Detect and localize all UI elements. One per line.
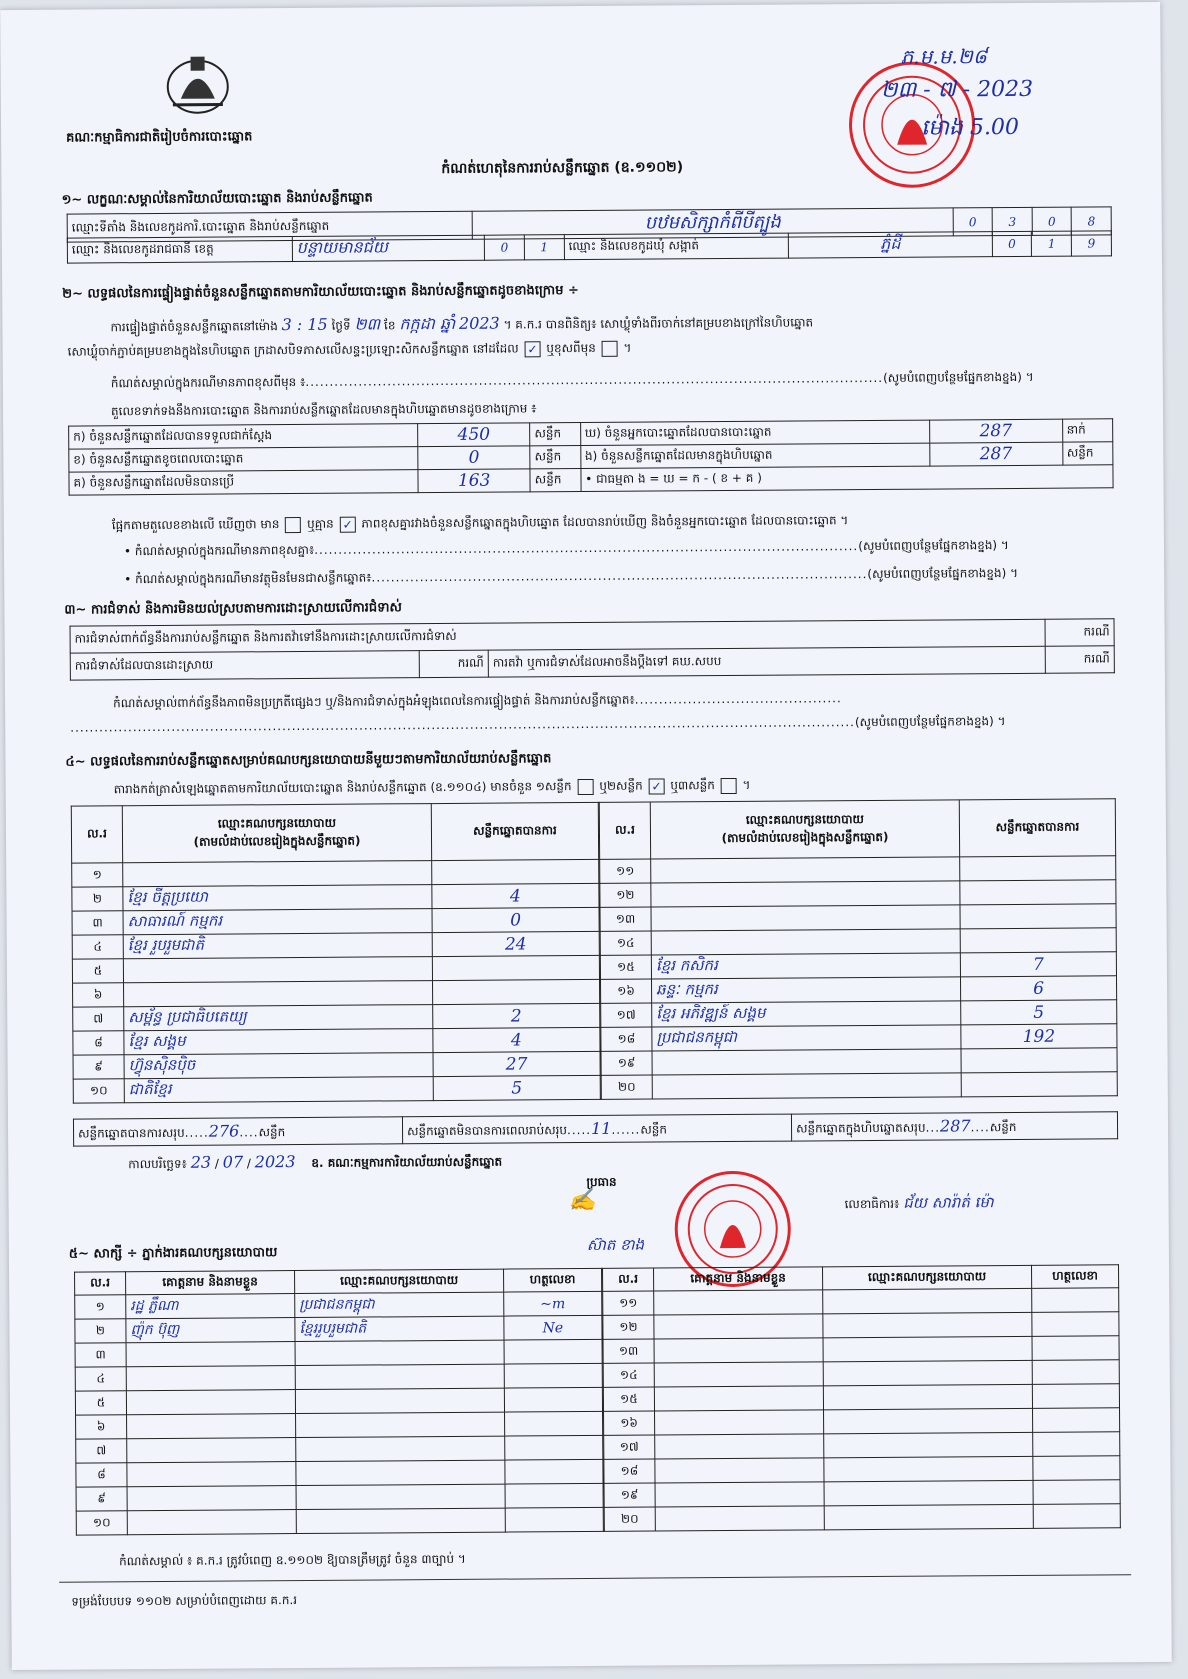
result-row (73, 1051, 600, 1079)
witness-row-number: ១៥ (603, 1387, 654, 1411)
result-party-name (651, 881, 960, 907)
s2-paragraph5: ផ្អែកតាមតួលេខខាងលើ ឃើញថា មាន ឬគ្មាន ✓ ភាពខុសគ្នារវាងចំនួនសន្លឹកឆ្នោតក្នុងហិបឆ្នោត ដែលបានរាប់ឃើញ និងចំនួនអ្នកបោះឆ្នោត ដែលបានបោះឆ្នោត ។ (111, 513, 849, 533)
results-tables (71, 798, 1116, 1099)
resolved-objections-label: ការជំទាស់ដែលបានដោះស្រាយ (70, 651, 419, 680)
section2-title: ២~ លទ្ធផលនៃការផ្ទៀងផ្ទាត់ចំនួនសន្លឹកឆ្នោតតាមការិយាល័យបោះឆ្នោត និងរាប់សន្លឹកឆ្នោតដូចខាងក្រោម ÷ (62, 283, 579, 302)
result-row (73, 1027, 600, 1055)
result-votes: 0 (432, 907, 599, 932)
witness-row-number: ១ (75, 1295, 126, 1319)
date-month: 07 (222, 1152, 244, 1172)
result-party-name (651, 905, 960, 931)
witness-party (296, 1412, 505, 1437)
s4-intro: តារាងកត់ត្រាសំឡេងឆ្នោតតាមការិយាល័យបោះឆ្នោត និងរាប់សន្លឹកឆ្នោត (ឧ.១១០៤) មានចំនួន ១សន្លឹក ឬ២សន្លឹក ✓ ឬ៣សន្លឹក ។ (113, 777, 751, 797)
result-party-name (651, 857, 960, 883)
result-votes (432, 859, 599, 884)
witness-party (824, 1408, 1033, 1433)
result-row-number: ១២ (600, 883, 651, 907)
result-row (72, 931, 599, 959)
witness-row-number: ១២ (603, 1315, 654, 1339)
secretary-signature: ជ័យ សារ៉ាត់ ម៉ោ (903, 1193, 994, 1212)
witness-row-number: ៦ (76, 1415, 127, 1439)
result-row-number: ១០ (73, 1079, 124, 1103)
witness-row-number: ១៧ (604, 1435, 655, 1459)
result-row-number: ១៩ (601, 1051, 652, 1075)
witness-name (654, 1362, 823, 1387)
ballots-received-value: 450 (418, 423, 530, 447)
s2-note-line: កំណត់សម្គាល់ក្នុងករណីមានភាពខុសពីមុន ៖........................................................................................................................(សូមបំពេញបន្ថែមផ្នែកខាងខ្នង) ។ (110, 369, 1034, 391)
result-votes (960, 880, 1116, 905)
result-party-name (124, 981, 433, 1007)
result-row-number: ៤ (72, 935, 123, 959)
witness-signature (504, 1339, 602, 1364)
witness-row-number: ៨ (76, 1463, 127, 1487)
witness-row-number: ១៣ (603, 1339, 654, 1363)
result-row (601, 1000, 1117, 1028)
witness-row (76, 1435, 603, 1463)
result-row-number: ១៤ (600, 931, 651, 955)
result-votes: 24 (432, 931, 599, 956)
ballots-spoiled-value: 0 (418, 446, 530, 470)
witness-row-number: ១៦ (604, 1411, 655, 1435)
section4-title: ៤~ លទ្ធផលនៃការរាប់សន្លឹកឆ្នោតសម្រាប់គណបក្សនយោបាយនីមួយៗតាមការិយាល័យរាប់សន្លឹកឆ្នោត (65, 751, 552, 770)
appeal-objections-label: ការតវ៉ា ឬការជំទាស់ដែលអាចនឹងប្ដឹងទៅ គឃ.សបប (488, 646, 1045, 677)
witness-row-number: ១១ (603, 1291, 654, 1315)
chair-name: ស៊ាត ខាង (586, 1235, 645, 1255)
result-row-number: ១៦ (601, 979, 652, 1003)
objections-table: ការជំទាស់ពាក់ព័ន្ធនឹងការរាប់សន្លឹកឆ្នោត និងការតវ៉ាទៅនឹងការដោះស្រាយលើការជំទាស់ ករណី ការជំទាស់ដែលបានដោះស្រាយ ករណី ការតវ៉ា ឬការជំទាស់ដែលអាចនឹងប្ដឹងទៅ គឃ.សបប ករណី (70, 618, 1115, 680)
ballots-in-box-value: 287 (929, 442, 1062, 466)
witness-row (603, 1384, 1119, 1412)
witness-row-number: ១៩ (604, 1483, 655, 1507)
voters-voted-value: 287 (929, 419, 1062, 443)
result-votes: 6 (960, 976, 1116, 1001)
result-votes: 5 (961, 1000, 1117, 1025)
result-row-number: ១៧ (601, 1003, 652, 1027)
witness-row (604, 1456, 1120, 1484)
witness-party (824, 1504, 1033, 1529)
witness-row (603, 1360, 1119, 1388)
s1-code-digit: 3 (992, 207, 1032, 235)
result-row-number: ១៨ (601, 1027, 652, 1051)
witness-name (127, 1438, 296, 1463)
result-votes (960, 904, 1116, 929)
ballot-row: គ) ចំនួនសន្លឹកឆ្នោតដែលមិនបានប្រើ 163 សន្លឹក • ជាធម្មតា ង = ឃ = ក - ( ខ + គ ) (69, 465, 1113, 495)
result-row (600, 904, 1116, 932)
witness-signature (505, 1507, 603, 1532)
national-emblem-icon (160, 48, 235, 121)
witness-row (75, 1315, 602, 1343)
witness-name: ញ៉ុក ប៊ុញ (126, 1318, 295, 1343)
result-party-name (651, 929, 960, 955)
no-difference-checkbox[interactable]: ✓ (340, 516, 356, 532)
s1-row2-value2: ភ្នំដី (789, 232, 992, 258)
witness-name (654, 1386, 823, 1411)
total-invalid-value: 11 (591, 1118, 612, 1138)
result-party-name: ខ្មែរ កសិករ (651, 953, 960, 979)
witness-signature (1033, 1504, 1120, 1529)
has-difference-checkbox[interactable] (285, 516, 301, 532)
witness-signature (1033, 1408, 1120, 1433)
result-votes: 7 (960, 952, 1116, 977)
witness-row (603, 1336, 1119, 1364)
witness-row-number: ៥ (75, 1391, 126, 1415)
witness-row (76, 1411, 603, 1439)
witness-row (75, 1363, 602, 1391)
result-row (601, 1048, 1117, 1076)
s1-commune-digit: 0 (992, 231, 1032, 256)
result-row (601, 1072, 1117, 1100)
witness-row-number: ៧ (76, 1439, 127, 1463)
witness-party (824, 1432, 1033, 1457)
result-party-name: ខ្មែរ ចីត្តប្រយោ (123, 885, 432, 911)
result-party-name: ជាតិខ្មែរ (124, 1077, 433, 1103)
witness-row-number: ២០ (604, 1507, 655, 1531)
witness-name (655, 1506, 824, 1531)
result-votes (433, 979, 600, 1004)
witness-row (76, 1459, 603, 1487)
witness-party (823, 1312, 1032, 1337)
result-row (600, 952, 1116, 980)
witness-signature (504, 1387, 602, 1412)
witness-party (295, 1364, 504, 1389)
witness-signature (1033, 1432, 1120, 1457)
witness-party (296, 1460, 505, 1485)
witness-row-number: ១០ (76, 1511, 127, 1535)
witness-row (75, 1387, 602, 1415)
witness-signature: ~m (504, 1291, 602, 1316)
witness-signature (505, 1459, 603, 1484)
witness-name (654, 1314, 823, 1339)
result-votes: 2 (433, 1003, 600, 1028)
objections-row1-label: ការជំទាស់ពាក់ព័ន្ធនឹងការរាប់សន្លឹកឆ្នោត និងការតវ៉ាទៅនឹងការដោះស្រាយលើការជំទាស់ (70, 619, 1045, 653)
witness-party (296, 1484, 505, 1509)
result-party-name (652, 1073, 961, 1099)
footer-form: ទម្រង់បែបបទ ១១០២ សម្រាប់បំពេញដោយ គ.ក.រ (71, 1593, 298, 1609)
witness-row (75, 1291, 602, 1319)
ballot-count-form (0, 2, 1172, 1670)
result-row-number: ៨ (73, 1031, 124, 1055)
result-votes: 27 (433, 1051, 600, 1076)
one-sheet-checkbox[interactable] (577, 778, 593, 794)
witness-signature (1032, 1360, 1119, 1385)
witness-name (655, 1410, 824, 1435)
witness-row (603, 1288, 1119, 1316)
witness-row-number: ១៨ (604, 1459, 655, 1483)
chair-signature: ✍ (568, 1187, 597, 1214)
section3-title: ៣~ ការជំទាស់ និងការមិនយល់ស្របតាមការដោះស្រាយលើការជំទាស់ (64, 600, 402, 618)
witness-party (823, 1288, 1032, 1313)
result-row-number: ៣ (72, 911, 123, 935)
section1-title: ១~ លក្ខណៈសម្គាល់នៃការិយាល័យបោះឆ្នោត និងរាប់សន្លឹកឆ្នោត (61, 190, 373, 208)
result-votes: 5 (433, 1075, 600, 1100)
section5-title: ៥~ សាក្សី ÷ ភ្នាក់ងារគណបក្សនយោបាយ (68, 1245, 278, 1262)
result-row (601, 1024, 1117, 1052)
witness-name (127, 1414, 296, 1439)
result-row (600, 856, 1116, 884)
result-party-name: សម្ព័ន្ធ ប្រជាធិបតេយ្យ (124, 1005, 433, 1031)
result-votes: 4 (433, 1027, 600, 1052)
result-row (72, 883, 599, 911)
count-month: កក្កដា ឆ្នាំ (399, 313, 456, 334)
result-row (601, 976, 1117, 1004)
result-party-name: សាធារណ៍ កម្មករ (123, 909, 432, 935)
result-row-number: ២០ (601, 1075, 652, 1099)
footer-note: កំណត់សម្គាល់ ៖ គ.ក.រ ត្រូវបំពេញ ឧ.១១០២ ឱ្យបានត្រឹមត្រូវ ចំនួន ៣ច្បាប់ ។ (119, 1551, 466, 1569)
s1-row2-label: ឈ្មោះ និងលេខកូដរាជធានី ខេត្ត (67, 237, 292, 264)
witness-name (126, 1342, 295, 1367)
witness-signature (504, 1363, 602, 1388)
s2-bullet2: • កំណត់សម្គាល់ក្នុងករណីមានវត្ថុមិនមែនជាសន្លឹកឆ្នោត៖.......................................................................................................(សូមបំពេញបន្ថែមផ្នែកខាងខ្នង) ។ (124, 565, 1019, 587)
witness-row-number: ៣ (75, 1343, 126, 1367)
different-checkbox[interactable] (602, 340, 618, 356)
ballot-row: ក) ចំនួនសន្លឹកឆ្នោតដែលបានទទួលជាក់ស្តែង 450 សន្លឹក ឃ) ចំនួនអ្នកបោះឆ្នោតដែលបានបោះឆ្នោត 287 នាក់ (69, 419, 1113, 449)
three-sheet-checkbox[interactable] (721, 777, 737, 793)
witness-name (654, 1290, 823, 1315)
s1-code-digit: 0 (953, 208, 993, 236)
result-row-number: ១៣ (600, 907, 651, 931)
s1-commune-digit: 1 (1032, 231, 1072, 256)
result-row (73, 979, 600, 1007)
result-party-name: ខ្មែរ សង្គម (124, 1029, 433, 1055)
result-row-number: ២ (72, 887, 123, 911)
witness-party (296, 1436, 505, 1461)
result-party-name: ឆន្ទៈ កម្មករ (652, 977, 961, 1003)
ballot-row: ខ) ចំនួនសន្លឹកឆ្នោតខូចពេលបោះឆ្នោត 0 សន្លឹក ង) ចំនួនសន្លឹកឆ្នោតដែលមានក្នុងហិបឆ្នោត 287 សន្លឹក (69, 442, 1113, 472)
s1-code-digit: 0 (1032, 207, 1072, 235)
stamp-handwriting-1: ភ.ម.ម.២៨ (900, 44, 988, 69)
witness-row-number: ១៤ (603, 1363, 654, 1387)
result-row (73, 1003, 600, 1031)
s1-row2-label2: ឈ្មោះ និងលេខកូដឃុំ សង្កាត់ (564, 233, 789, 260)
witness-party: ខ្មែររួបរួមជាតិ (295, 1316, 504, 1341)
result-votes: 4 (432, 883, 599, 908)
result-party-name: ខ្មែរ រួបរួមជាតិ (123, 933, 432, 959)
witness-row (76, 1483, 603, 1511)
witness-table-left: ល.រ គោត្តនាម និងនាមខ្លួន ឈ្មោះគណបក្សនយោបាយ ហត្ថលេខា ១ រដ្ឋ ភ្លឹណា ប្រជាជនកម្ពុជា ~m ២ ញ៉ុក ប៊ុញ ខ្មែររួបរួមជាតិ Ne ៣ ៤ ៥ ៦ ៧ ៨ ៩ ១០ (74, 1268, 604, 1536)
witness-signature (1032, 1384, 1119, 1409)
result-row (73, 1075, 600, 1103)
ballot-figures-table (68, 418, 1113, 495)
results-table-left: ល.រ ឈ្មោះគណបក្សនយោបាយ (តាមលំដាប់លេខរៀងក្នុងសន្លឹកឆ្នោត) សន្លឹកឆ្នោតបានការ ១ ២ ខ្មែរ ចីត្តប្រយោ 4 ៣ សាធារណ៍ កម្មករ 0 ៤ ខ្មែរ រួបរួមជាតិ 24 ៥ ៦ ៧ សម្ព័ន្ធ ប្រជាធិបតេយ្យ 2 ៨ ខ្មែរ សង្គម 4 ៩ ហ៊្វុនស៊ិនប៉ិច 27 ១០ ជាតិខ្មែរ 5 (71, 802, 601, 1104)
witness-party (823, 1384, 1032, 1409)
result-row (600, 880, 1116, 908)
witness-name (127, 1486, 296, 1511)
result-votes (961, 1048, 1117, 1073)
result-party-name: ប្រជាជនកម្ពុជា (652, 1025, 961, 1051)
witness-name (655, 1458, 824, 1483)
result-row-number: ៥ (72, 959, 123, 983)
results-table-right: ល.រ ឈ្មោះគណបក្សនយោបាយ (តាមលំដាប់លេខរៀងក្នុងសន្លឹកឆ្នោត) សន្លឹកឆ្នោតបានការ ១១ ១២ ១៣ ១៤ ១៥ ខ្មែរ កសិករ 7 ១៦ ឆន្ទៈ កម្មករ 6 ១៧ ខ្មែរ អភិវឌ្ឍន៍ សង្គម 5 ១៨ ប្រជាជនកម្ពុជា 192 ១៩ ២០ (599, 798, 1118, 1100)
witness-name (655, 1434, 824, 1459)
s1-row1-value: បឋមសិក្សាកំពីបីត្បូង (473, 208, 953, 239)
result-row-number: ១ (72, 863, 123, 887)
result-row (72, 907, 599, 935)
witness-name (126, 1366, 295, 1391)
same-checkbox[interactable]: ✓ (524, 341, 540, 357)
date-year: 2023 (254, 1152, 296, 1172)
witness-party (296, 1508, 505, 1533)
result-party-name: ហ៊្វុនស៊ិនប៉ិច (124, 1053, 433, 1079)
stamp-handwriting-3: ម៉ោង 5.00 (920, 114, 1020, 141)
chair-label: ប្រធាន (586, 1174, 617, 1190)
witness-row (604, 1504, 1120, 1532)
result-party-name (652, 1049, 961, 1075)
witness-signature: Ne (504, 1315, 602, 1340)
witness-signature (505, 1483, 603, 1508)
result-row (72, 859, 599, 887)
total-in-box-value: 287 (939, 1115, 971, 1136)
total-valid-value: 276 (208, 1120, 240, 1141)
result-party-name (123, 957, 432, 983)
result-votes: 192 (961, 1024, 1117, 1049)
witness-party (295, 1388, 504, 1413)
result-votes (961, 1072, 1117, 1097)
s2-paragraph1: ការផ្ទៀងផ្ទាត់ចំនួនសន្លឹកឆ្នោតនៅម៉ោង 3 : 15 ថ្ងៃទី ២៣ ខែ កក្កដា ឆ្នាំ 2023 ។ គ.ក.រ បានពិនិត្យ៖ សោឃ្លុំទាំងពីរចាក់នៅគម្របខាងក្រៅនៃហិបឆ្នោត (110, 313, 814, 335)
witness-signature (1032, 1288, 1119, 1313)
witness-row (75, 1339, 602, 1367)
s1-code-digit: 8 (1071, 207, 1111, 235)
result-row (72, 955, 599, 983)
witness-tables (74, 1264, 1119, 1529)
witness-party (295, 1340, 504, 1365)
ballots-unused-value: 163 (418, 469, 530, 493)
stamp-handwriting-2: ២៣ - ៧ - 2023 (880, 76, 1034, 103)
witness-name: រដ្ឋ ភ្លឹណា (126, 1294, 295, 1319)
witness-signature (1032, 1336, 1119, 1361)
form-title: កំណត់ហេតុនៃការរាប់សន្លឹកឆ្នោត (ឧ.១១០២) (441, 159, 684, 177)
witness-signature (505, 1411, 603, 1436)
two-sheet-checkbox[interactable]: ✓ (648, 778, 664, 794)
result-party-name: ខ្មែរ អភិវឌ្ឍន៍ សង្គម (652, 1001, 961, 1027)
witness-party (823, 1336, 1032, 1361)
result-row-number: ១៥ (600, 955, 651, 979)
result-row-number: ៩ (73, 1055, 124, 1079)
count-day: ២៣ (354, 314, 381, 334)
committee-name: គណៈកម្មាធិការជាតិរៀបចំការបោះឆ្នោត (66, 129, 253, 146)
s1-province-digit: 0 (484, 235, 524, 260)
result-votes (960, 928, 1116, 953)
s2-bullet1: • កំណត់សម្គាល់ក្នុងករណីមានភាពខុសគ្នា៖.................................................................................................................(សូមបំពេញបន្ថែមផ្នែកខាងខ្នង) ។ (123, 538, 1009, 559)
s1-row1-label: ឈ្មោះទីតាំង និងលេខកូដការិ.បោះឆ្នោត និងរាប់សន្លឹកឆ្នោត (67, 211, 473, 242)
witness-row (76, 1507, 603, 1535)
result-row (600, 928, 1116, 956)
witness-row-number: ៤ (75, 1367, 126, 1391)
witness-signature (1033, 1480, 1120, 1505)
result-row-number: ៦ (73, 983, 124, 1007)
witness-name (127, 1462, 296, 1487)
s2-paragraph4: តួលេខទាក់ទងនឹងការបោះឆ្នោត និងការរាប់សន្លឹកឆ្នោតដែលមានក្នុងហិបឆ្នោតមានដូចខាងក្រោម ៖ (110, 401, 537, 419)
witness-table-right: ល.រ គោត្តនាម និងនាមខ្លួន ឈ្មោះគណបក្សនយោបាយ ហត្ថលេខា ១១ ១២ ១៣ ១៤ ១៥ ១៦ ១៧ ១៨ ១៩ ២០ (602, 1264, 1121, 1532)
s3-note-line: ...................................................................................................................................................................(សូមបំពេញបន្ថែមផ្នែកខាងខ្នង) ។ (70, 714, 1006, 735)
witness-row (603, 1312, 1119, 1340)
secretary-line: លេខាធិការ៖ ជ័យ សារ៉ាត់ ម៉ោ (844, 1193, 994, 1212)
s1-province-digit: 1 (524, 235, 564, 260)
witness-row-number: ៩ (76, 1487, 127, 1511)
result-row-number: ៧ (73, 1007, 124, 1031)
witness-row (604, 1480, 1120, 1508)
s1-row2-value: បន្ទាយមានជ័យ (292, 235, 485, 261)
count-year: 2023 (458, 313, 500, 333)
result-votes (960, 856, 1116, 881)
result-votes (432, 955, 599, 980)
witness-party (824, 1456, 1033, 1481)
witness-name (127, 1510, 296, 1535)
witness-name (654, 1338, 823, 1363)
witness-party (824, 1480, 1033, 1505)
count-time: 3 : 15 (281, 314, 328, 335)
date-day: 23 (190, 1152, 212, 1172)
result-party-name (123, 861, 432, 887)
date-line: កាលបរិច្ឆេទ៖ 23 / 07 / 2023 ឧ. គណៈកម្មការការិយាល័យរាប់សន្លឹកឆ្នោត (128, 1152, 503, 1172)
witness-row (604, 1408, 1120, 1436)
witness-signature (1033, 1456, 1120, 1481)
witness-row-number: ២ (75, 1319, 126, 1343)
witness-signature (1032, 1312, 1119, 1337)
s2-paragraph2: សោឃ្លុំចាក់ភ្ជាប់គម្របខាងក្នុងនៃហិបឆ្នោត ក្រដាសបិទភាសលើសន្ទះប្រឡោះសិកសន្លឹកឆ្នោត នៅដដែល ✓ ឬខុសពីមុន ។ (67, 340, 632, 359)
witness-row (604, 1432, 1120, 1460)
witness-name (655, 1482, 824, 1507)
witness-party (823, 1360, 1032, 1385)
witness-party: ប្រជាជនកម្ពុជា (295, 1292, 504, 1317)
s3-note: កំណត់សម្គាល់ពាក់ព័ន្ធនឹងភាពមិនប្រក្រតីផ្សេងៗ ឬ/និងការជំទាស់ក្នុងអំឡុងពេលនៃការផ្ទៀងផ្ទាត់ និងការរាប់សន្លឹកឆ្នោត៖........................................... (113, 691, 842, 711)
result-row-number: ១១ (600, 859, 651, 883)
totals-row: សន្លឹកឆ្នោតបានការសរុប.....276....សន្លឹក សន្លឹកឆ្នោតមិនបានការពេលរាប់សរុប.....11......សន្លឹក សន្លឹកឆ្នោតក្នុងហិបឆ្នោតសរុប...287....សន្លឹក (73, 1111, 1118, 1146)
witness-name (126, 1390, 295, 1415)
s1-commune-digit: 9 (1071, 231, 1111, 256)
witness-signature (505, 1435, 603, 1460)
